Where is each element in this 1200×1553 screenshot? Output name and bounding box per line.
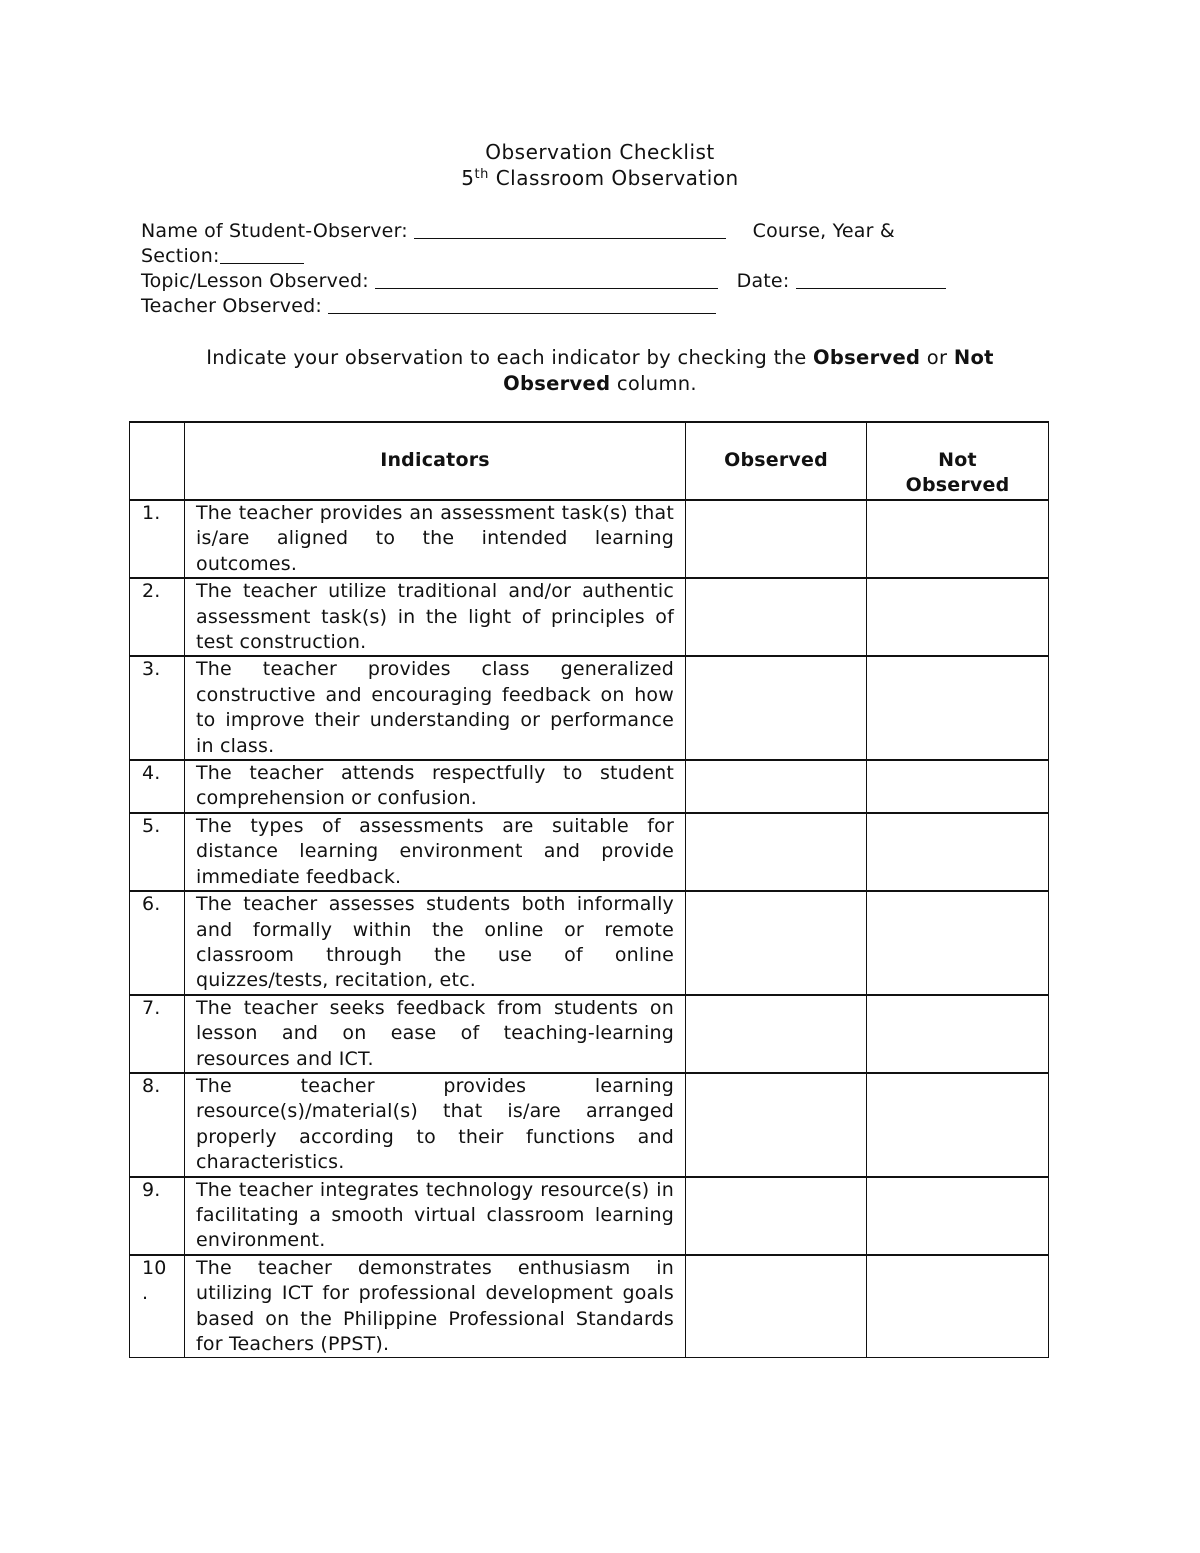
observed-checkbox-cell[interactable] bbox=[686, 760, 867, 813]
row-indicator: The teacher attends respectfully to student comprehension or confusion. bbox=[185, 760, 686, 813]
instructions-observed: Observed bbox=[813, 346, 921, 369]
teacher-field[interactable] bbox=[328, 293, 716, 314]
observation-checklist-table bbox=[129, 421, 1049, 1358]
row-indicator: The types of assessments are suitable for distance learning environment and provide immediate feedback. bbox=[185, 813, 686, 891]
subtitle-superscript: th bbox=[474, 167, 489, 182]
observed-checkbox-cell[interactable] bbox=[686, 813, 867, 891]
row-indicator: The teacher provides learning resource(s)/material(s) that is/are arranged properly according to their functions and characteristics. bbox=[185, 1073, 686, 1177]
row-indicator: The teacher provides class generalized constructive and encouraging feedback on how to improve their understanding or performance in class. bbox=[185, 656, 686, 760]
header-number bbox=[130, 422, 185, 500]
table-row bbox=[130, 500, 1049, 578]
not-observed-checkbox-cell[interactable] bbox=[867, 500, 1049, 578]
not-observed-checkbox-cell[interactable] bbox=[867, 1177, 1049, 1255]
header-indicators: Indicators bbox=[185, 422, 686, 500]
row-indicator: The teacher seeks feedback from students on lesson and on ease of teaching-learning resources and ICT. bbox=[185, 995, 686, 1073]
not-observed-checkbox-cell[interactable] bbox=[867, 813, 1049, 891]
section-line bbox=[141, 243, 304, 269]
date-field[interactable] bbox=[796, 268, 946, 289]
observed-checkbox-cell[interactable] bbox=[686, 1255, 867, 1358]
date-label: Date: bbox=[736, 270, 790, 292]
observed-checkbox-cell[interactable] bbox=[686, 500, 867, 578]
section-label: Section: bbox=[141, 245, 220, 267]
document-subtitle bbox=[0, 166, 1200, 190]
table-row bbox=[130, 1255, 1049, 1358]
not-observed-checkbox-cell[interactable] bbox=[867, 891, 1049, 995]
table-header-row bbox=[130, 422, 1049, 500]
row-number: 5. bbox=[130, 813, 185, 891]
topic-line bbox=[141, 268, 946, 294]
table-row bbox=[130, 1177, 1049, 1255]
instructions-observed-2: Observed bbox=[503, 372, 611, 395]
row-number: 10 . bbox=[130, 1255, 185, 1358]
student-observer-line bbox=[141, 218, 895, 244]
observed-checkbox-cell[interactable] bbox=[686, 995, 867, 1073]
row-indicator: The teacher utilize traditional and/or authentic assessment task(s) in the light of principles of test construction. bbox=[185, 578, 686, 656]
row-indicator: The teacher provides an assessment task(s) that is/are aligned to the intended learning outcomes. bbox=[185, 500, 686, 578]
topic-field[interactable] bbox=[375, 268, 718, 289]
course-label: Course, Year & bbox=[752, 220, 895, 242]
table-row bbox=[130, 656, 1049, 760]
teacher-label: Teacher Observed: bbox=[141, 295, 322, 317]
not-observed-checkbox-cell[interactable] bbox=[867, 760, 1049, 813]
observed-checkbox-cell[interactable] bbox=[686, 656, 867, 760]
row-number: 4. bbox=[130, 760, 185, 813]
not-observed-checkbox-cell[interactable] bbox=[867, 578, 1049, 656]
row-number: 9. bbox=[130, 1177, 185, 1255]
header-observed: Observed bbox=[686, 422, 867, 500]
row-indicator: The teacher demonstrates enthusiasm in utilizing ICT for professional development goals based on the Philippine Professional Standards for Teachers (PPST). bbox=[185, 1255, 686, 1358]
table-row bbox=[130, 1073, 1049, 1177]
section-field[interactable] bbox=[220, 243, 304, 264]
table-row bbox=[130, 760, 1049, 813]
row-number: 1. bbox=[130, 500, 185, 578]
instructions-text: Indicate your observation to each indicator by checking the bbox=[206, 346, 813, 369]
not-observed-checkbox-cell[interactable] bbox=[867, 1255, 1049, 1358]
instructions-or: or bbox=[920, 346, 954, 369]
topic-label: Topic/Lesson Observed: bbox=[141, 270, 369, 292]
subtitle-text: Classroom Observation bbox=[488, 166, 739, 190]
instructions bbox=[140, 345, 1060, 397]
row-number: 7. bbox=[130, 995, 185, 1073]
subtitle-number: 5 bbox=[461, 166, 475, 190]
student-observer-label: Name of Student-Observer: bbox=[141, 220, 408, 242]
not-observed-checkbox-cell[interactable] bbox=[867, 1073, 1049, 1177]
student-observer-field[interactable] bbox=[414, 218, 726, 239]
row-number: 6. bbox=[130, 891, 185, 995]
not-observed-checkbox-cell[interactable] bbox=[867, 656, 1049, 760]
row-number: 3. bbox=[130, 656, 185, 760]
row-indicator: The teacher assesses students both informally and formally within the online or remote classroom through the use of online quizzes/tests, recitation, etc. bbox=[185, 891, 686, 995]
instructions-tail: column. bbox=[610, 372, 697, 395]
header-not-observed-line2: Observed bbox=[905, 474, 1010, 497]
row-indicator: The teacher integrates technology resource(s) in facilitating a smooth virtual classroom learning environment. bbox=[185, 1177, 686, 1255]
instructions-not: Not bbox=[953, 346, 994, 369]
observed-checkbox-cell[interactable] bbox=[686, 578, 867, 656]
observed-checkbox-cell[interactable] bbox=[686, 891, 867, 995]
table-row bbox=[130, 891, 1049, 995]
table-row bbox=[130, 813, 1049, 891]
table-row bbox=[130, 578, 1049, 656]
observed-checkbox-cell[interactable] bbox=[686, 1177, 867, 1255]
table-row bbox=[130, 995, 1049, 1073]
observed-checkbox-cell[interactable] bbox=[686, 1073, 867, 1177]
document-title: Observation Checklist bbox=[485, 140, 715, 164]
not-observed-checkbox-cell[interactable] bbox=[867, 995, 1049, 1073]
header-not-observed bbox=[867, 422, 1049, 500]
header-not-observed-line1: Not bbox=[938, 449, 977, 471]
teacher-line bbox=[141, 293, 716, 319]
row-number: 2. bbox=[130, 578, 185, 656]
row-number: 8. bbox=[130, 1073, 185, 1177]
